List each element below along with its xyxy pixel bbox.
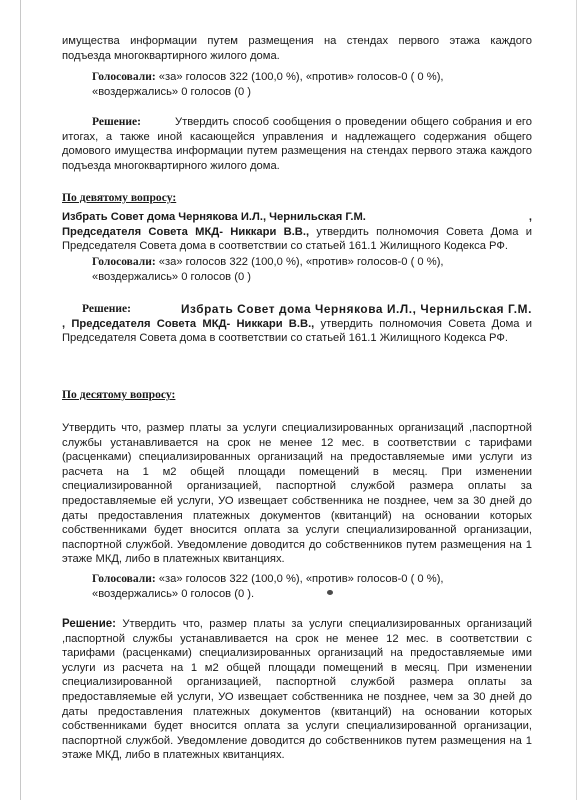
q9-decision-bold-2: , Председателя Совета МКД- Никкари В.В., (62, 317, 315, 330)
vote-label: Голосовали: (92, 71, 156, 83)
continuation-paragraph (62, 34, 532, 63)
q9-bold-2: Председателя Совета МКД- Никкари В.В., (62, 225, 310, 238)
q9-bold-1: Избрать Совет дома Чернякова И.Л., Чернильская Г.М. (62, 211, 366, 223)
continuation-line-1: имущества информации путем размещения на стендах первого этажа каждого (62, 35, 532, 47)
scan-edge-left (20, 0, 21, 800)
decision-block-10 (62, 617, 532, 763)
vote-block-9 (92, 255, 532, 284)
q9-comma: , (528, 211, 532, 223)
scan-edge-right (576, 0, 577, 800)
heading-question-10: По десятому вопросу: (62, 388, 176, 401)
vote-line-2: «воздержались» 0 голосов (0 ). (92, 587, 255, 600)
vote-line-2: «воздержались» 0 голосов (0 ) (92, 270, 252, 283)
vote-block-8 (92, 70, 532, 99)
vote-block-10 (92, 572, 532, 601)
continuation-line-2: подъезда многоквартирного жилого дома. (62, 49, 280, 62)
decision-label: Решение: (82, 303, 131, 315)
decision-label: Решение: (62, 618, 117, 630)
vote-label: Голосовали: (92, 256, 156, 268)
ink-blot (327, 590, 333, 595)
vote-line-1: «за» голосов 322 (100,0 %), «против» голосов-0 ( 0 %), (155, 573, 444, 585)
vote-line-2: «воздержались» 0 голосов (0 ) (92, 85, 252, 98)
decision-block-9 (62, 302, 532, 346)
vote-line-1: «за» голосов 322 (100,0 %), «против» голосов-0 ( 0 %), (155, 71, 444, 83)
decision-label: Решение: (92, 116, 141, 128)
heading-question-9: По девятому вопросу: (62, 191, 177, 204)
decision-text: Утвердить что, размер платы за услуги специализированных организаций ,паспортной службы устанавливается на срок не менее 12 мес. в соответствии с тарифами (расценками) специализированных организаций на предоставляемые ими услуги из расчета на 1 м2 общей площади помещений в месяц. При изменении специализированной организацией, паспортной службой размера оплаты за предоставляемые ей услуги, УО извещает собственника не позднее, чем за 30 дней до даты предоставления платежных документов (квитанций) на основании которых собственниками будет вносится оплата за услуги специализированной организации, паспортной службой. Уведомление доводится до собственников путем размещения на 1 этаже МКД, либо в платежных квитанциях. (62, 618, 532, 762)
vote-label: Голосовали: (92, 573, 156, 585)
decision-block-8 (62, 115, 532, 173)
question-10-body: Утвердить что, размер платы за услуги специализированных организаций ,паспортной службы устанавливается на срок не менее 12 мес. в соответствии с тарифами (расценками) специализированных организаций на предоставляемые ими услуги из расчета на 1 м2 общей площади помещений в месяц. При изменении специализированной организацией, паспортной службой размера оплаты за предоставляемые ей услуги, УО извещает собственника не позднее, чем за 30 дней до даты предоставления платежных документов (квитанций) на основании которых собственниками будет вносится оплата за услуги специализированной организации, паспортной службой. Уведомление доводится до собственников путем размещения на 1 этаже МКД, либо в платежных квитанциях. (62, 422, 532, 566)
q9-decision-bold-1: Избрать Совет дома Чернякова И.Л., Чернильская Г.М. (180, 302, 532, 316)
vote-line-1: «за» голосов 322 (100,0 %), «против» голосов-0 ( 0 %), (155, 256, 444, 268)
decision-text: Утвердить способ сообщения о проведении общего собрания и его итогах, а также иной касающейся управления и надлежащего содержания общего домового имущества информации путем размещения на стендах первого этажа каждого подъезда многоквартирного жилого дома. (62, 116, 532, 172)
question-9-body (62, 210, 532, 254)
q9-rest: утвердить полномочия Совета Дома и Председателя Совета дома в соответствии со статьей 161.1 Жилищного Кодекса РФ. (62, 225, 532, 253)
q9-decision-rest: утвердить полномочия Совета Дома и Председателя Совета дома в соответствии со статьей 161.1 Жилищного Кодекса РФ. (62, 317, 532, 345)
